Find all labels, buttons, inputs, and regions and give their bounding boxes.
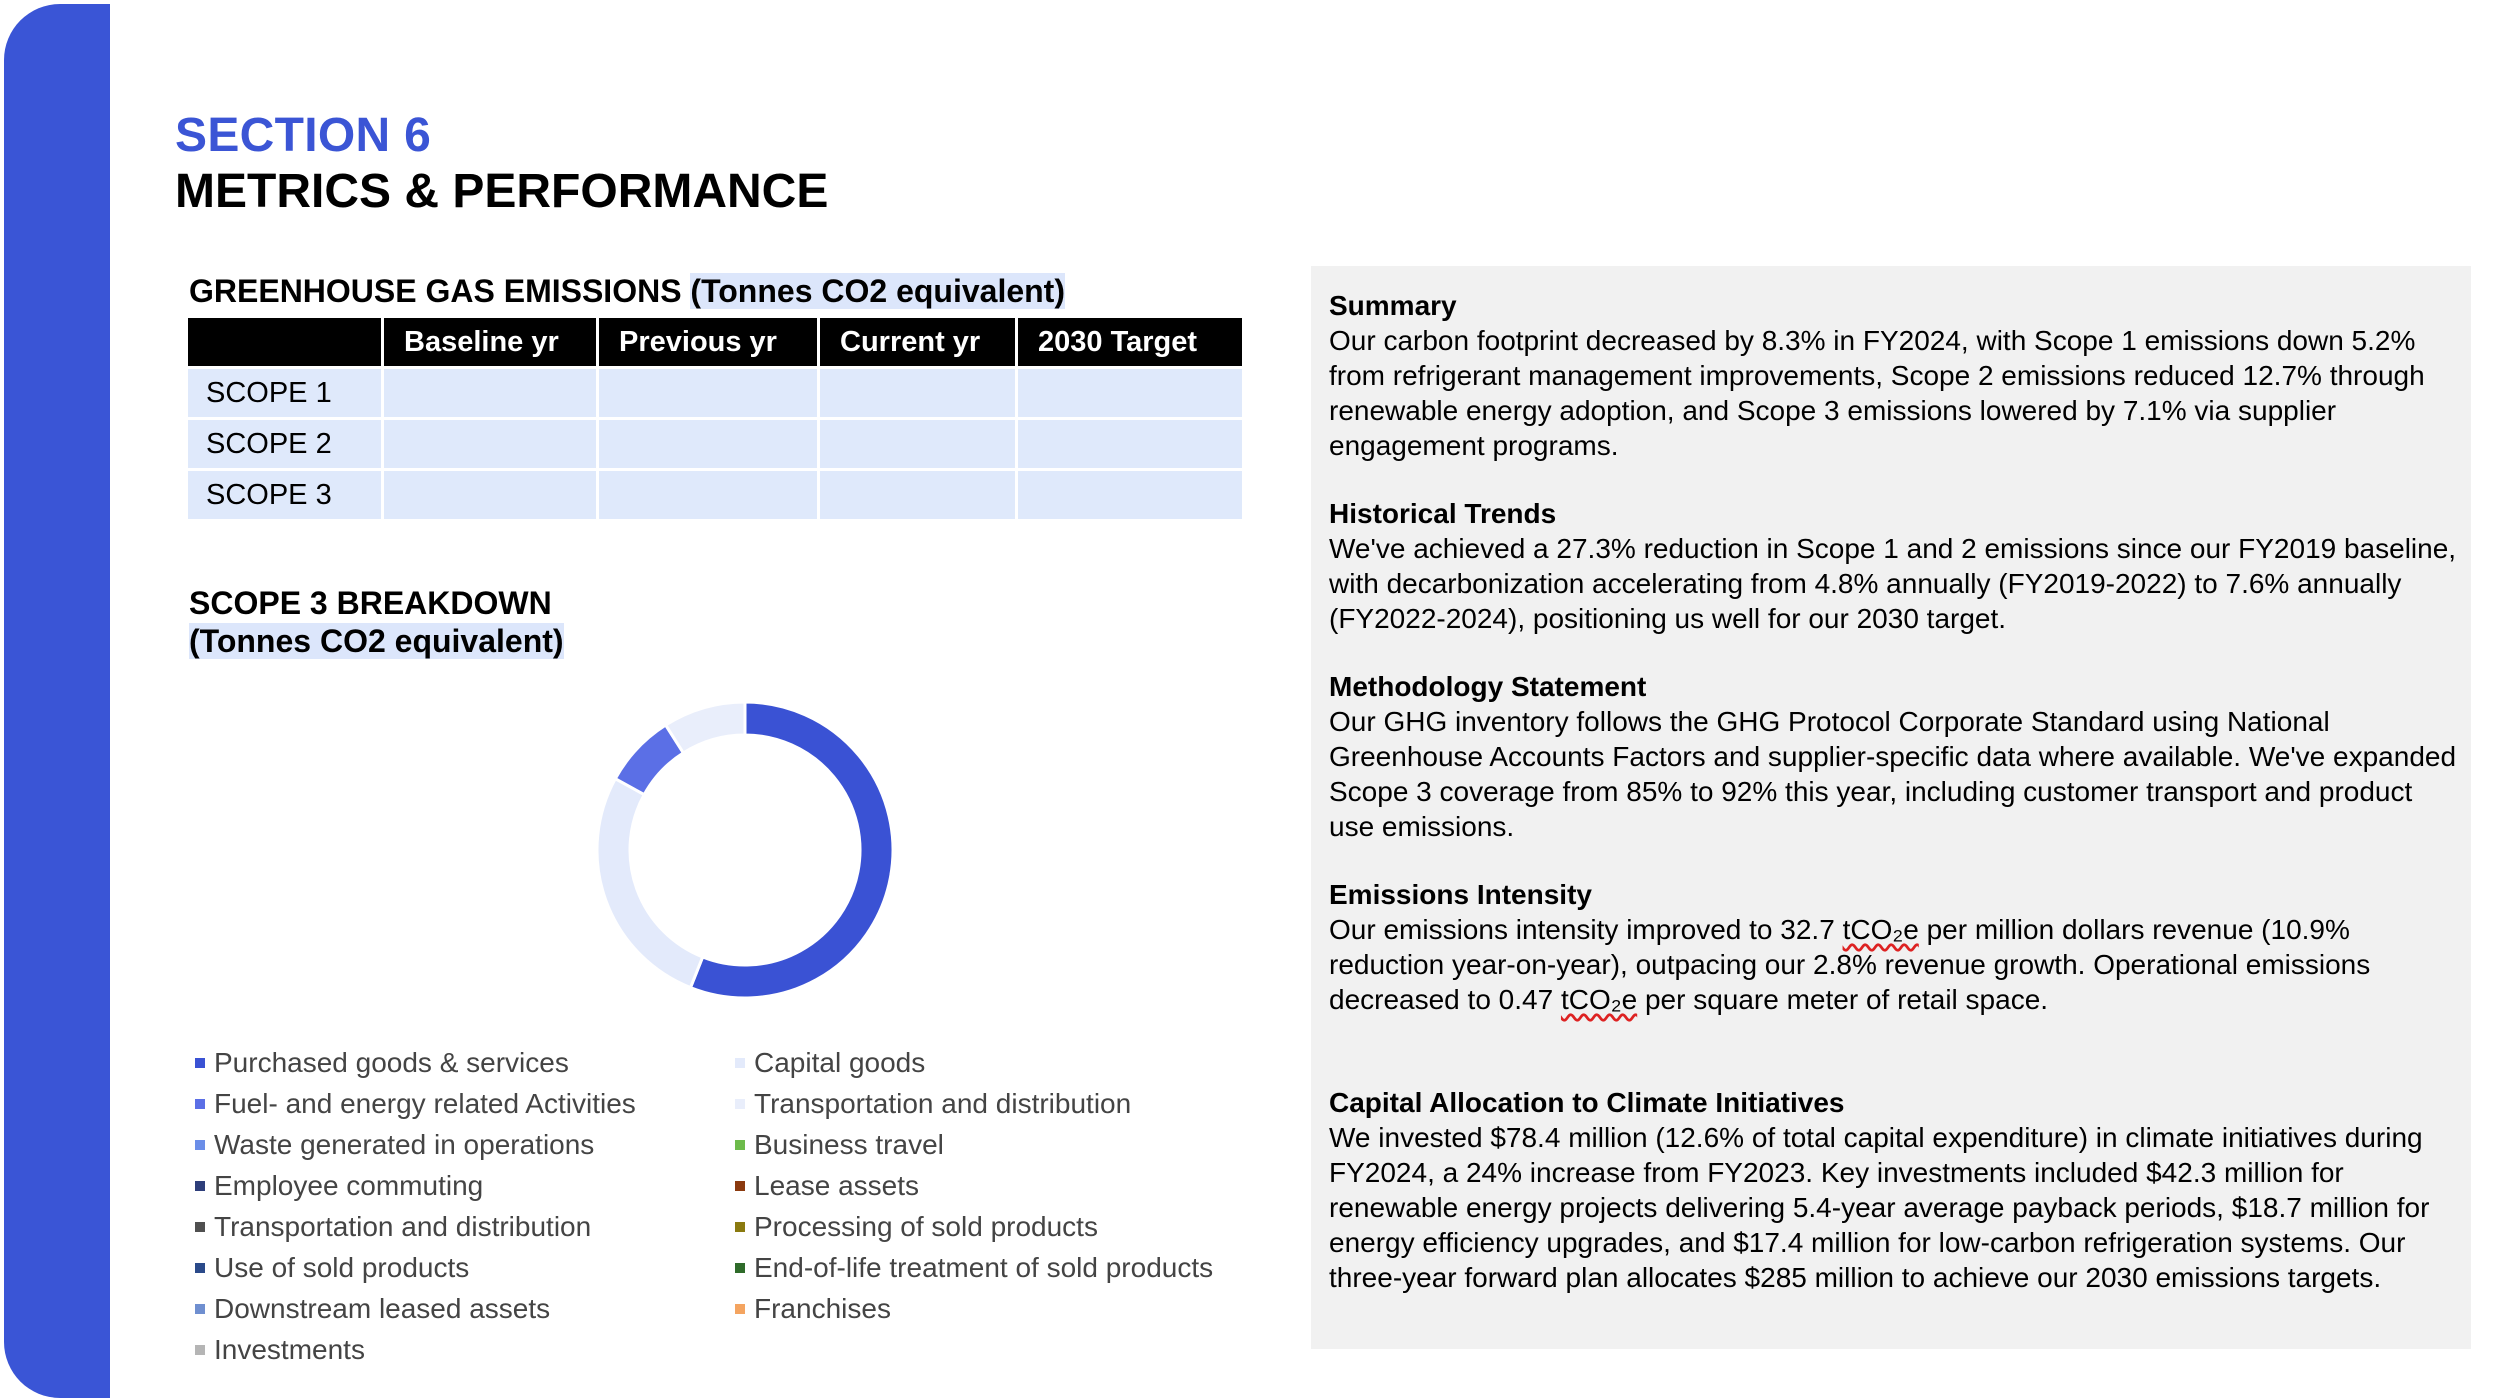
legend-swatch — [195, 1304, 205, 1314]
scope3-title: SCOPE 3 BREAKDOWN — [189, 585, 552, 621]
legend-swatch — [195, 1263, 205, 1273]
scope-label: SCOPE 1 — [188, 366, 384, 417]
legend-swatch — [735, 1181, 745, 1191]
table-cell — [820, 468, 1018, 519]
legend-label: Transportation and distribution — [754, 1088, 1132, 1119]
table-row — [188, 366, 1242, 417]
legend-item — [735, 1165, 1213, 1206]
section-number: SECTION 6 — [175, 109, 432, 162]
legend-swatch — [195, 1345, 205, 1355]
legend-label: Use of sold products — [214, 1252, 470, 1283]
legend-item — [735, 1083, 1213, 1124]
ghg-col-header: Baseline yr — [384, 318, 599, 366]
table-cell — [820, 417, 1018, 468]
unit-tco2e: tCO₂e — [1842, 914, 1919, 945]
legend-label: Downstream leased assets — [214, 1293, 551, 1324]
donut-slice — [666, 702, 745, 753]
summary-heading: Summary — [1329, 290, 1457, 321]
legend-item — [735, 1124, 1213, 1165]
scope3-heading — [189, 584, 564, 660]
table-row — [188, 468, 1242, 519]
scope3-unit: (Tonnes CO2 equivalent) — [189, 623, 564, 659]
ghg-header-row — [188, 318, 1242, 366]
capital-text: We invested $78.4 million (12.6% of total capital expenditure) in climate initiatives during FY2024, a 24% increase from FY2023. Key investments included $42.3 million for renewable energy projects delivering 5.4-year average payback periods, $18.7 million for energy efficiency upgrades, and $17.4 million for low-carbon refrigeration systems. Our three-year forward plan allocates $285 million to achieve our 2030 emissions targets. — [1329, 1122, 2430, 1293]
legend-swatch — [195, 1099, 205, 1109]
ghg-col-header: 2030 Target — [1018, 318, 1242, 366]
legend-item — [735, 1042, 1213, 1083]
summary-text: Our carbon footprint decreased by 8.3% in FY2024, with Scope 1 emissions down 5.2% from refrigerant management improvements, Scope 2 emissions reduced 12.7% through renewable energy adoption, and Scope 3 emissions lowered by 7.1% via supplier engagement programs. — [1329, 325, 2425, 461]
legend-label: Transportation and distribution — [214, 1211, 592, 1242]
legend-left — [195, 1042, 636, 1370]
ghg-unit: (Tonnes CO2 equivalent) — [690, 273, 1065, 309]
legend-item — [195, 1042, 636, 1083]
table-cell — [820, 366, 1018, 417]
intensity-text-part: Our emissions intensity improved to 32.7 — [1329, 914, 1843, 945]
legend-swatch — [195, 1058, 205, 1068]
legend-label: Fuel- and energy related Activities — [214, 1088, 636, 1119]
legend-swatch — [195, 1222, 205, 1232]
table-cell — [384, 417, 599, 468]
legend-swatch — [195, 1181, 205, 1191]
ghg-title: GREENHOUSE GAS EMISSIONS — [189, 273, 691, 309]
donut-slice — [691, 702, 893, 998]
ghg-heading — [189, 273, 1065, 310]
legend-label: End-of-life treatment of sold products — [754, 1252, 1214, 1283]
legend-label: Capital goods — [754, 1047, 926, 1078]
legend-item — [195, 1124, 636, 1165]
legend-swatch — [735, 1263, 745, 1273]
legend-item — [195, 1206, 636, 1247]
legend-right — [735, 1042, 1213, 1329]
legend-swatch — [735, 1058, 745, 1068]
legend-label: Lease assets — [754, 1170, 919, 1201]
legend-swatch — [735, 1140, 745, 1150]
legend-swatch — [735, 1099, 745, 1109]
intensity-text-part: per square meter of retail space. — [1637, 984, 2049, 1015]
table-cell — [384, 468, 599, 519]
legend-label: Investments — [214, 1334, 365, 1365]
legend-swatch — [735, 1304, 745, 1314]
table-cell — [1018, 468, 1242, 519]
commentary-panel — [1311, 266, 2471, 1349]
donut-slice — [597, 779, 703, 988]
legend-item — [195, 1329, 636, 1370]
ghg-col-header: Current yr — [820, 318, 1018, 366]
scope-label: SCOPE 2 — [188, 417, 384, 468]
ghg-col-header: Previous yr — [599, 318, 820, 366]
sidebar-accent — [0, 0, 110, 1400]
legend-label: Purchased goods & services — [214, 1047, 569, 1078]
legend-item — [195, 1165, 636, 1206]
legend-label: Business travel — [754, 1129, 944, 1160]
table-cell — [1018, 417, 1242, 468]
ghg-col-header — [188, 318, 384, 366]
legend-item — [735, 1206, 1213, 1247]
table-cell — [384, 366, 599, 417]
legend-item — [195, 1288, 636, 1329]
capital-heading: Capital Allocation to Climate Initiatives — [1329, 1087, 1845, 1118]
legend-swatch — [735, 1222, 745, 1232]
legend-swatch — [195, 1140, 205, 1150]
legend-item — [735, 1247, 1213, 1288]
table-cell — [1018, 366, 1242, 417]
trends-text: We've achieved a 27.3% reduction in Scope 1 and 2 emissions since our FY2019 baseline, with decarbonization accelerating from 4.8% annually (FY2019-2022) to 7.6% annually (FY2022-2024), positioning us well for our 2030 target. — [1329, 533, 2457, 634]
trends-heading: Historical Trends — [1329, 498, 1557, 529]
intensity-heading: Emissions Intensity — [1329, 879, 1592, 910]
table-row — [188, 417, 1242, 468]
legend-item — [735, 1288, 1213, 1329]
legend-item — [195, 1083, 636, 1124]
methodology-heading: Methodology Statement — [1329, 671, 1647, 702]
table-cell — [599, 366, 820, 417]
ghg-table — [188, 318, 1242, 519]
table-cell — [599, 417, 820, 468]
legend-label: Processing of sold products — [754, 1211, 1098, 1242]
intensity-text-part: per million dollars revenue (10.9% reduction year-on-year), outpacing our 2.8% revenue growth. Operational emissions decreased to 0.47 — [1329, 914, 2371, 1015]
methodology-text: Our GHG inventory follows the GHG Protocol Corporate Standard using National Greenhouse Accounts Factors and supplier-specific data where available. We've expanded Scope 3 coverage from 85% to 92% this year, including customer transport and product use emissions. — [1329, 706, 2457, 842]
scope-label: SCOPE 3 — [188, 468, 384, 519]
page-title: METRICS & PERFORMANCE — [175, 165, 829, 218]
legend-label: Franchises — [754, 1293, 891, 1324]
legend-label: Waste generated in operations — [214, 1129, 595, 1160]
unit-tco2e: tCO₂e — [1560, 984, 1638, 1015]
intensity-text — [1329, 912, 2459, 1017]
scope3-donut-chart — [592, 697, 898, 1003]
legend-item — [195, 1247, 636, 1288]
table-cell — [599, 468, 820, 519]
legend-label: Employee commuting — [214, 1170, 484, 1201]
